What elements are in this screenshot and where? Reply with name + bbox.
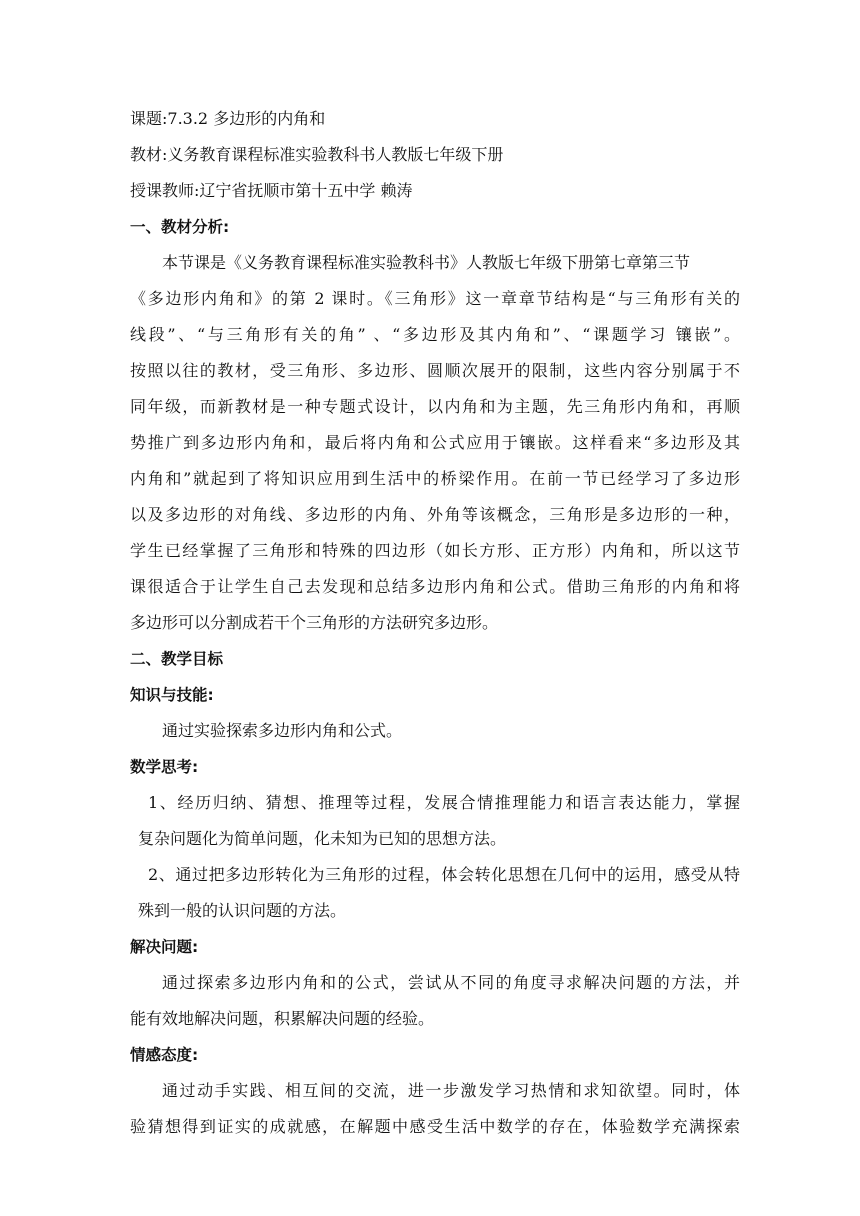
- lesson-topic: 课题:7.3.2 多边形的内角和: [130, 109, 326, 128]
- problem-line-1: 通过探索多边形内角和的公式，尝试从不同的角度寻求解决问题的方法，并: [162, 973, 740, 992]
- emotion-line-2: 验猜想得到证实的成就感，在解题中感受生活中数学的存在，体验数学充满探索: [130, 1117, 740, 1136]
- thinking-item-1-line-2: 复杂问题化为简单问题，化未知为已知的思想方法。: [138, 829, 507, 848]
- thinking-item-1-line-1: 1、经历归纳、猜想、推理等过程，发展合情推理能力和语言表达能力，掌握: [148, 793, 740, 812]
- section-title-goals: 二、教学目标: [130, 650, 224, 668]
- subsection-title-knowledge: 知识与技能:: [130, 686, 214, 704]
- analysis-line-1: 本节课是《义务教育课程标准实验教科书》人教版七年级下册第七章第三节: [162, 253, 691, 272]
- thinking-item-2-line-1: 2、通过把多边形转化为三角形的过程，体会转化思想在几何中的运用，感受从特: [148, 865, 740, 884]
- teacher-info: 授课教师:辽宁省抚顺市第十五中学 赖涛: [130, 181, 413, 200]
- knowledge-text: 通过实验探索多边形内角和公式。: [162, 721, 403, 740]
- analysis-line-10: 课很适合于让学生自己去发现和总结多边形内角和公式。借助三角形的内角和将: [130, 577, 740, 596]
- analysis-line-8: 以及多边形的对角线、多边形的内角、外角等该概念，三角形是多边形的一种，: [130, 505, 740, 524]
- analysis-line-5: 同年级，而新教材是一种专题式设计，以内角和为主题，先三角形内角和，再顺: [130, 397, 740, 416]
- analysis-line-9: 学生已经掌握了三角形和特殊的四边形（如长方形、正方形）内角和，所以这节: [130, 541, 740, 560]
- problem-line-2: 能有效地解决问题，积累解决问题的经验。: [130, 1009, 435, 1028]
- emotion-line-1: 通过动手实践、相互间的交流，进一步激发学习热情和求知欲望。同时，体: [162, 1081, 740, 1100]
- analysis-line-2: 《多边形内角和》的第 2 课时。《三角形》这一章章节结构是“与三角形有关的: [130, 289, 740, 308]
- subsection-title-thinking: 数学思考:: [130, 758, 199, 776]
- subsection-title-emotion: 情感态度:: [130, 1046, 199, 1064]
- analysis-line-11: 多边形可以分割成若干个三角形的方法研究多边形。: [130, 613, 499, 632]
- analysis-line-4: 按照以往的教材，受三角形、多边形、圆顺次展开的限制，这些内容分别属于不: [130, 361, 740, 380]
- analysis-line-7: 内角和”就起到了将知识应用到生活中的桥梁作用。在前一节已经学习了多边形: [130, 469, 740, 488]
- analysis-line-6: 势推广到多边形内角和，最后将内角和公式应用于镶嵌。这样看来“多边形及其: [130, 433, 740, 452]
- subsection-title-problem: 解决问题:: [130, 938, 199, 956]
- analysis-line-3: 线段”、“与三角形有关的角” 、“多边形及其内角和”、“课题学习 镶嵌”。: [130, 325, 740, 344]
- textbook-info: 教材:义务教育课程标准实验教科书人教版七年级下册: [130, 145, 504, 164]
- thinking-item-2-line-2: 殊到一般的认识问题的方法。: [138, 901, 347, 920]
- section-title-analysis: 一、教材分析:: [130, 218, 230, 236]
